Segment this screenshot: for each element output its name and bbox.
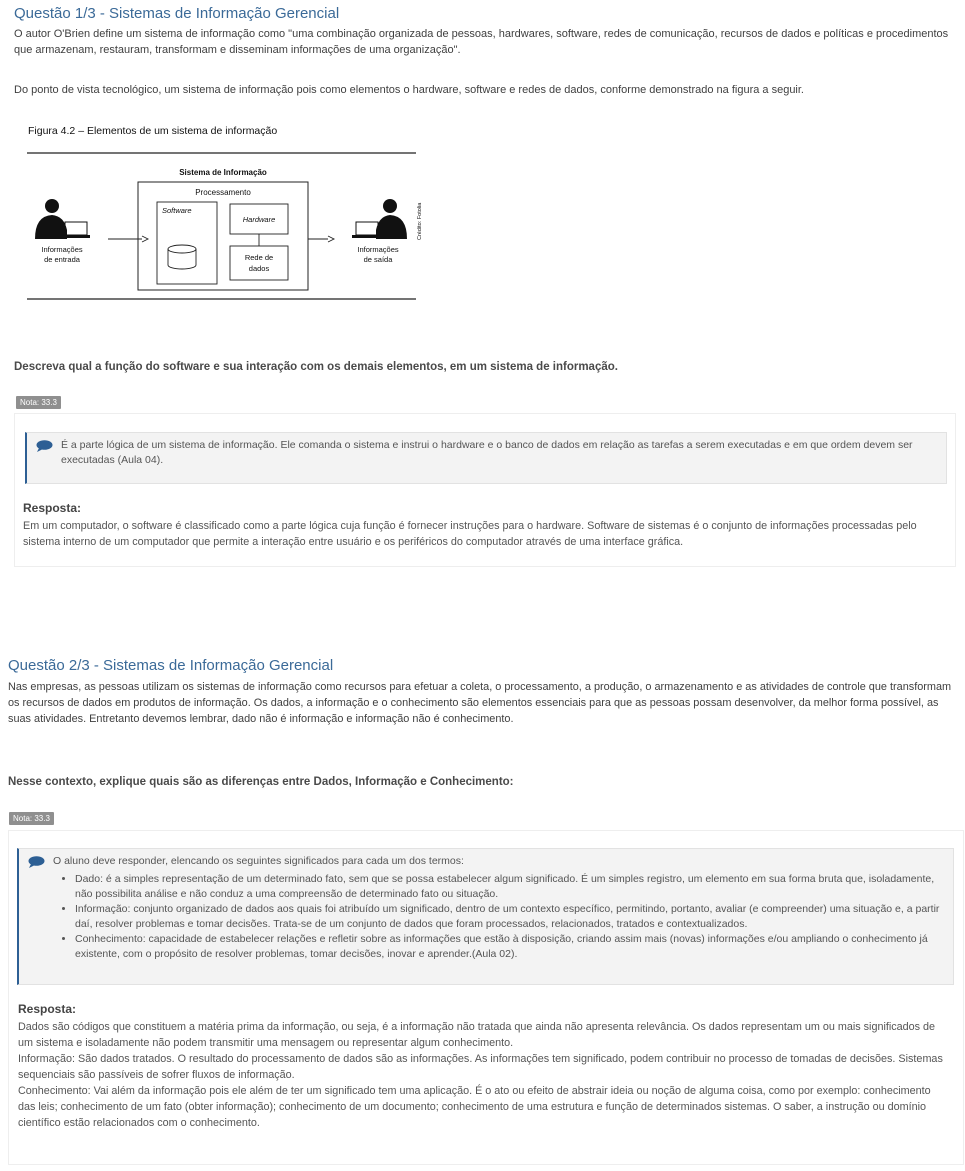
processing-label: Processamento: [195, 188, 251, 197]
hardware-label: Hardware: [242, 215, 276, 224]
database-icon: [168, 245, 196, 269]
question-2-prompt: Nesse contexto, explique quais são as diferenças entre Dados, Informação e Conhecimento:: [8, 776, 514, 788]
question-1-prompt: Descreva qual a função do software e sua interação com os demais elementos, em um sistema de informação.: [14, 361, 618, 373]
input-person-icon: [35, 199, 90, 239]
feedback-list: [53, 872, 945, 962]
network-label-2: dados: [248, 264, 270, 273]
question-1-intro: O autor O'Brien define um sistema de informação como "uma combinação organizada de pessoas, hardwares, software, redes de comunicação, recursos de dados e políticas e procedimentos que armazenam, restauram, transformam e disseminam informações de uma organização".: [14, 28, 949, 56]
question-1-answer-text: Em um computador, o software é classificado como a parte lógica cuja função é fornecer instruções para o hardware. Software de sistemas é o conjunto de informações processadas pelo sistema interno de um computador que permite a interação entre usuário e os periféricos do computador através de uma interface gráfica.: [23, 520, 917, 548]
question-2-answer-text: [18, 1019, 948, 1131]
speech-bubble-icon: [36, 440, 53, 452]
figure-credit: Crédito: Fotolia: [417, 202, 423, 240]
input-label-1: Informações: [41, 245, 83, 254]
feedback-item-informacao: • Informação: conjunto organizado de dados aos quais foi atribuído um significado, dentro de um contexto específico, permitindo, portanto, avaliar (e compreender) uma situação e, a partir daí, resolver problemas e tomar decisões. Trata-se de um conjunto de dados que foram processados, relacionados, tratados e contextualizados.: [75, 902, 945, 932]
arrow-in-icon: [108, 236, 148, 242]
question-1-grade-badge: Nota: 33.3: [16, 396, 61, 409]
question-2-feedback-text: [53, 854, 945, 962]
input-label-2: de entrada: [44, 255, 80, 264]
answer-paragraph-dados: Dados são códigos que constituem a matéria prima da informação, ou seja, é a informação não tratada que ainda não apresenta relevância. Os dados representam um ou mais significados de um sistema e isoladamente não podem transmitir uma mensagem ou representar algum conhecimento.: [18, 1021, 936, 1049]
feedback-intro: O aluno deve responder, elencando os seguintes significados para cada um dos termos:: [53, 855, 464, 867]
arrow-out-icon: [308, 236, 334, 242]
answer-paragraph-informacao: Informação: São dados tratados. O resultado do processamento de dados são as informações. As informações tem significado, podem contribuir no processo de tomadas de decisões. Sistemas sequenciais são passíveis de sofrer fluxos de informação.: [18, 1053, 943, 1081]
question-1-feedback-text: É a parte lógica de um sistema de informação. Ele comanda o sistema e instrui o hardware e o banco de dados em relação as tarefas a serem executadas e em que ordem devem ser executadas (Aula 04).: [61, 439, 913, 466]
output-label-1: Informações: [357, 245, 399, 254]
output-person-icon: [352, 199, 407, 239]
software-label: Software: [162, 206, 192, 215]
answer-paragraph-conhecimento: Conhecimento: Vai além da informação pois ele além de ter um significado tem uma aplicação. É o ato ou efeito de abstrair ideia ou noção de alguma coisa, como por exemplo: conhecimento das leis; conhecimento de um fato (obter informação); conhecimento de um documento; conhecimento de uma estrutura e função de determinados sistemas. O saber, a instrução ou domínio científico estão relacionados com o conhecimento.: [18, 1085, 931, 1129]
information-system-figure: [22, 118, 422, 308]
question-1-title: Questão 1/3 - Sistemas de Informação Gerencial: [14, 5, 340, 22]
question-1-context: Do ponto de vista tecnológico, um sistema de informação pois como elementos o hardware, software e redes de dados, conforme demonstrado na figura a seguir.: [14, 84, 804, 96]
question-2-answer-label: Resposta:: [18, 1002, 77, 1016]
question-1-answer-label: Resposta:: [23, 501, 82, 515]
system-label: Sistema de Informação: [179, 168, 267, 177]
question-2-title: Questão 2/3 - Sistemas de Informação Gerencial: [8, 657, 334, 674]
question-2-feedback: [17, 848, 954, 985]
feedback-item-dado: • Dado: é a simples representação de um determinado fato, sem que se possa estabelecer algum significado. É um simples registro, um elemento em sua forma bruta que, isoladamente, não possibilita análise e não conduz a uma compreensão de determinado fato ou situação.: [75, 872, 945, 902]
network-label-1: Rede de: [244, 253, 274, 262]
network-box: [230, 246, 288, 280]
speech-bubble-icon: [28, 856, 45, 868]
feedback-item-conhecimento: • Conhecimento: capacidade de estabelecer relações e refletir sobre as informações que estão à disposição, criando assim mais (novas) informações e/ou ampliando o conhecimento já existente, com o propósito de resolver problemas, tomar decisões, inovar e aprender.(Aula 02).: [75, 932, 945, 962]
question-2-grade-badge: Nota: 33.3: [9, 812, 54, 825]
figure-caption: Figura 4.2 – Elementos de um sistema de informação: [28, 125, 278, 137]
question-2-intro: Nas empresas, as pessoas utilizam os sistemas de informação como recursos para efetuar a coleta, o processamento, a produção, o armazenamento e as atividades de controle que transformam os recursos de dados em produtos de informação. Os dados, a informação e o conhecimento são elementos essenciais para que as pessoas possam desenvolver, da melhor forma possível, as suas atividades. Entretanto devemos lembrar, dado não é informação e informação não é conhecimento.: [8, 681, 952, 725]
output-label-2: de saída: [363, 255, 393, 264]
question-1-feedback: [25, 432, 947, 484]
